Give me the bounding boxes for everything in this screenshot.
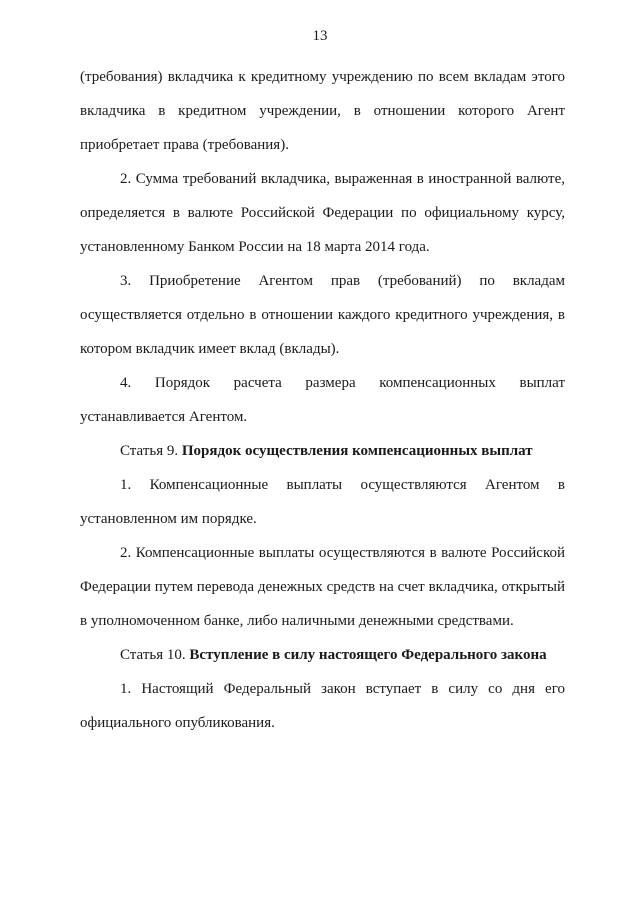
paragraph-continuation — [80, 60, 565, 162]
paragraph-2 — [80, 162, 565, 264]
article-10-prefix: Статья 10. — [120, 647, 190, 663]
text-line: котором вкладчик имеет вклад (вклады). — [80, 341, 340, 357]
page-number: 13 — [312, 28, 328, 44]
text-line: 4. Порядок расчета размера компенсационных выплат — [120, 375, 565, 391]
text-line: Федерации путем перевода денежных средств на счет вкладчика, открытый — [80, 579, 565, 595]
text-line: вкладчика в кредитном учреждении, в отношении которого Агент — [80, 103, 565, 119]
text-line: устанавливается Агентом. — [80, 409, 248, 425]
article-10-heading — [80, 638, 565, 672]
text-line: осуществляется отдельно в отношении каждого кредитного учреждения, в — [80, 307, 565, 323]
text-line: 2. Сумма требований вкладчика, выраженная в иностранной валюте, — [120, 171, 565, 187]
article-9-heading — [80, 434, 565, 468]
paragraph-4 — [80, 366, 565, 434]
text-line: установленном им порядке. — [80, 511, 257, 527]
text-line: 2. Компенсационные выплаты осуществляются в валюте Российской — [120, 545, 565, 561]
paragraph-3 — [80, 264, 565, 366]
text-line: 1. Настоящий Федеральный закон вступает в силу со дня его — [120, 681, 565, 697]
document-body — [80, 60, 565, 740]
text-line: (требования) вкладчика к кредитному учреждению по всем вкладам этого — [80, 69, 565, 85]
paragraph-9-1 — [80, 468, 565, 536]
paragraph-9-2 — [80, 536, 565, 638]
text-line: в уполномоченном банке, либо наличными денежными средствами. — [80, 613, 514, 629]
text-line: официального опубликования. — [80, 715, 275, 731]
article-9-prefix: Статья 9. — [120, 443, 182, 459]
text-line: определяется в валюте Российской Федерации по официальному курсу, — [80, 205, 565, 221]
article-10-title: Вступление в силу настоящего Федерального закона — [189, 647, 547, 663]
text-line: установленному Банком России на 18 марта 2014 года. — [80, 239, 430, 255]
text-line: приобретает права (требования). — [80, 137, 289, 153]
text-line: 1. Компенсационные выплаты осуществляются Агентом в — [120, 477, 565, 493]
article-9-title: Порядок осуществления компенсационных выплат — [181, 443, 533, 459]
paragraph-10-1 — [80, 672, 565, 740]
text-line: 3. Приобретение Агентом прав (требований) по вкладам — [120, 273, 565, 289]
